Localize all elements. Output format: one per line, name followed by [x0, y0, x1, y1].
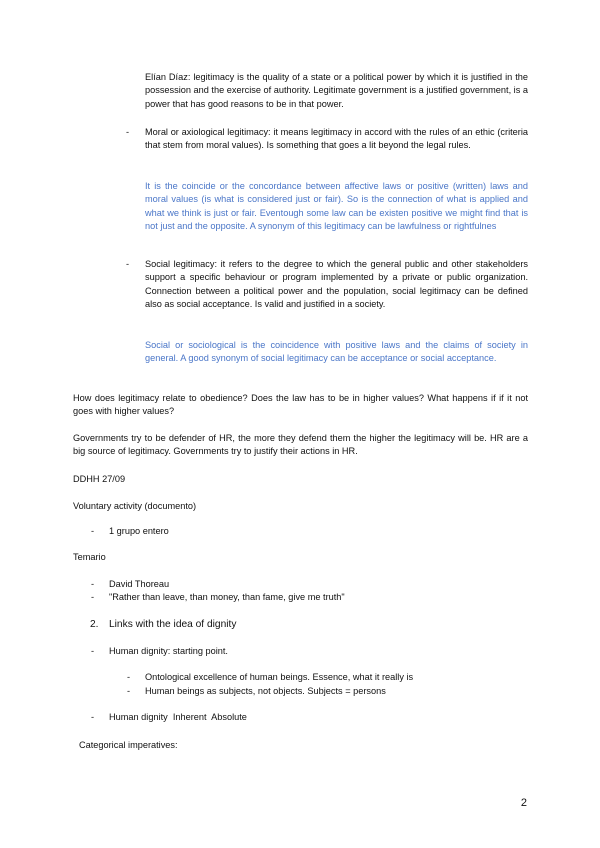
bullet-thoreau-quote: "Rather than leave, than money, than fame, give me truth"	[109, 592, 345, 602]
heading-voluntary-activity: Voluntary activity (documento)	[73, 501, 197, 511]
bullet-human-dignity-start: Human dignity: starting point.	[109, 646, 228, 656]
paragraph-obedience-question: How does legitimacy relate to obedience? Does the law has to be in higher values? What happens if if it not goes with higher values?	[73, 393, 528, 417]
sub-bullet-dash: -	[127, 672, 131, 682]
numbered-item-dignity-links: Links with the idea of dignity	[109, 619, 237, 630]
heading-temario: Temario	[73, 552, 106, 562]
bullet-david-thoreau: David Thoreau	[109, 579, 170, 589]
bullet-dash: -	[91, 592, 95, 602]
bullet-moral-legitimacy: Moral or axiological legitimacy: it means legitimacy in accord with the rules of an ethic (criteria that stem from moral values). Is something that goes a lit beyond the legal rules.	[145, 127, 528, 151]
paragraph-governments-hr: Governments try to be defender of HR, the more they defend them the higher the legitimacy will be. HR are a big source of legitimacy. Governments try to justify their actions in HR.	[73, 433, 528, 457]
bullet-dash: -	[91, 579, 95, 589]
paragraph-elian-diaz: Elían Díaz: legitimacy is the quality of a state or a political power by which it is justified in the possession and the exercise of authority. Legitimate government is a justified government, is a power that has good reasons to be in that power.	[145, 72, 528, 109]
bullet-dash: -	[91, 646, 95, 656]
bullet-dash: -	[126, 259, 130, 269]
paragraph-moral-explanation: It is the coincide or the concordance between affective laws or positive (written) laws and moral values (is what is considered just or fair). So is the connection of what is applied and what we think is just or fair. Eventough some law can be existen positive we might find that is not just and the opposite. A synonym of this legitimacy can be lawfulness or rightfulnes	[145, 181, 528, 232]
bullet-dignity-inherent-absolute: Human dignity Inherent Absolute	[109, 712, 247, 722]
sub-bullet-dash: -	[127, 686, 131, 696]
sub-bullet-subjects-not-objects: Human beings as subjects, not objects. Subjects = persons	[145, 686, 386, 696]
bullet-grupo-entero: 1 grupo entero	[109, 526, 169, 536]
heading-ddhh-date: DDHH 27/09	[73, 474, 126, 484]
bullet-social-legitimacy: Social legitimacy: it refers to the degree to which the general public and other stakeholders support a specific behaviour or program implemented by a private or public organization. Connection between a political power and the population, social legitimacy can be defined also as social acceptance. Is valid and justified in a society.	[145, 259, 528, 310]
paragraph-social-explanation: Social or sociological is the coincidence with positive laws and the claims of society in general. A good synonym of social legitimacy can be acceptance or social acceptance.	[145, 340, 528, 364]
bullet-dash: -	[91, 712, 95, 722]
bullet-dash: -	[126, 127, 130, 137]
sub-bullet-ontological-excellence: Ontological excellence of human beings. Essence, what it really is	[145, 672, 414, 682]
heading-categorical-imperatives: Categorical imperatives:	[79, 740, 178, 750]
bullet-dash: -	[91, 526, 95, 536]
numbered-item-marker: 2.	[90, 619, 99, 630]
page-number: 2	[520, 797, 527, 809]
